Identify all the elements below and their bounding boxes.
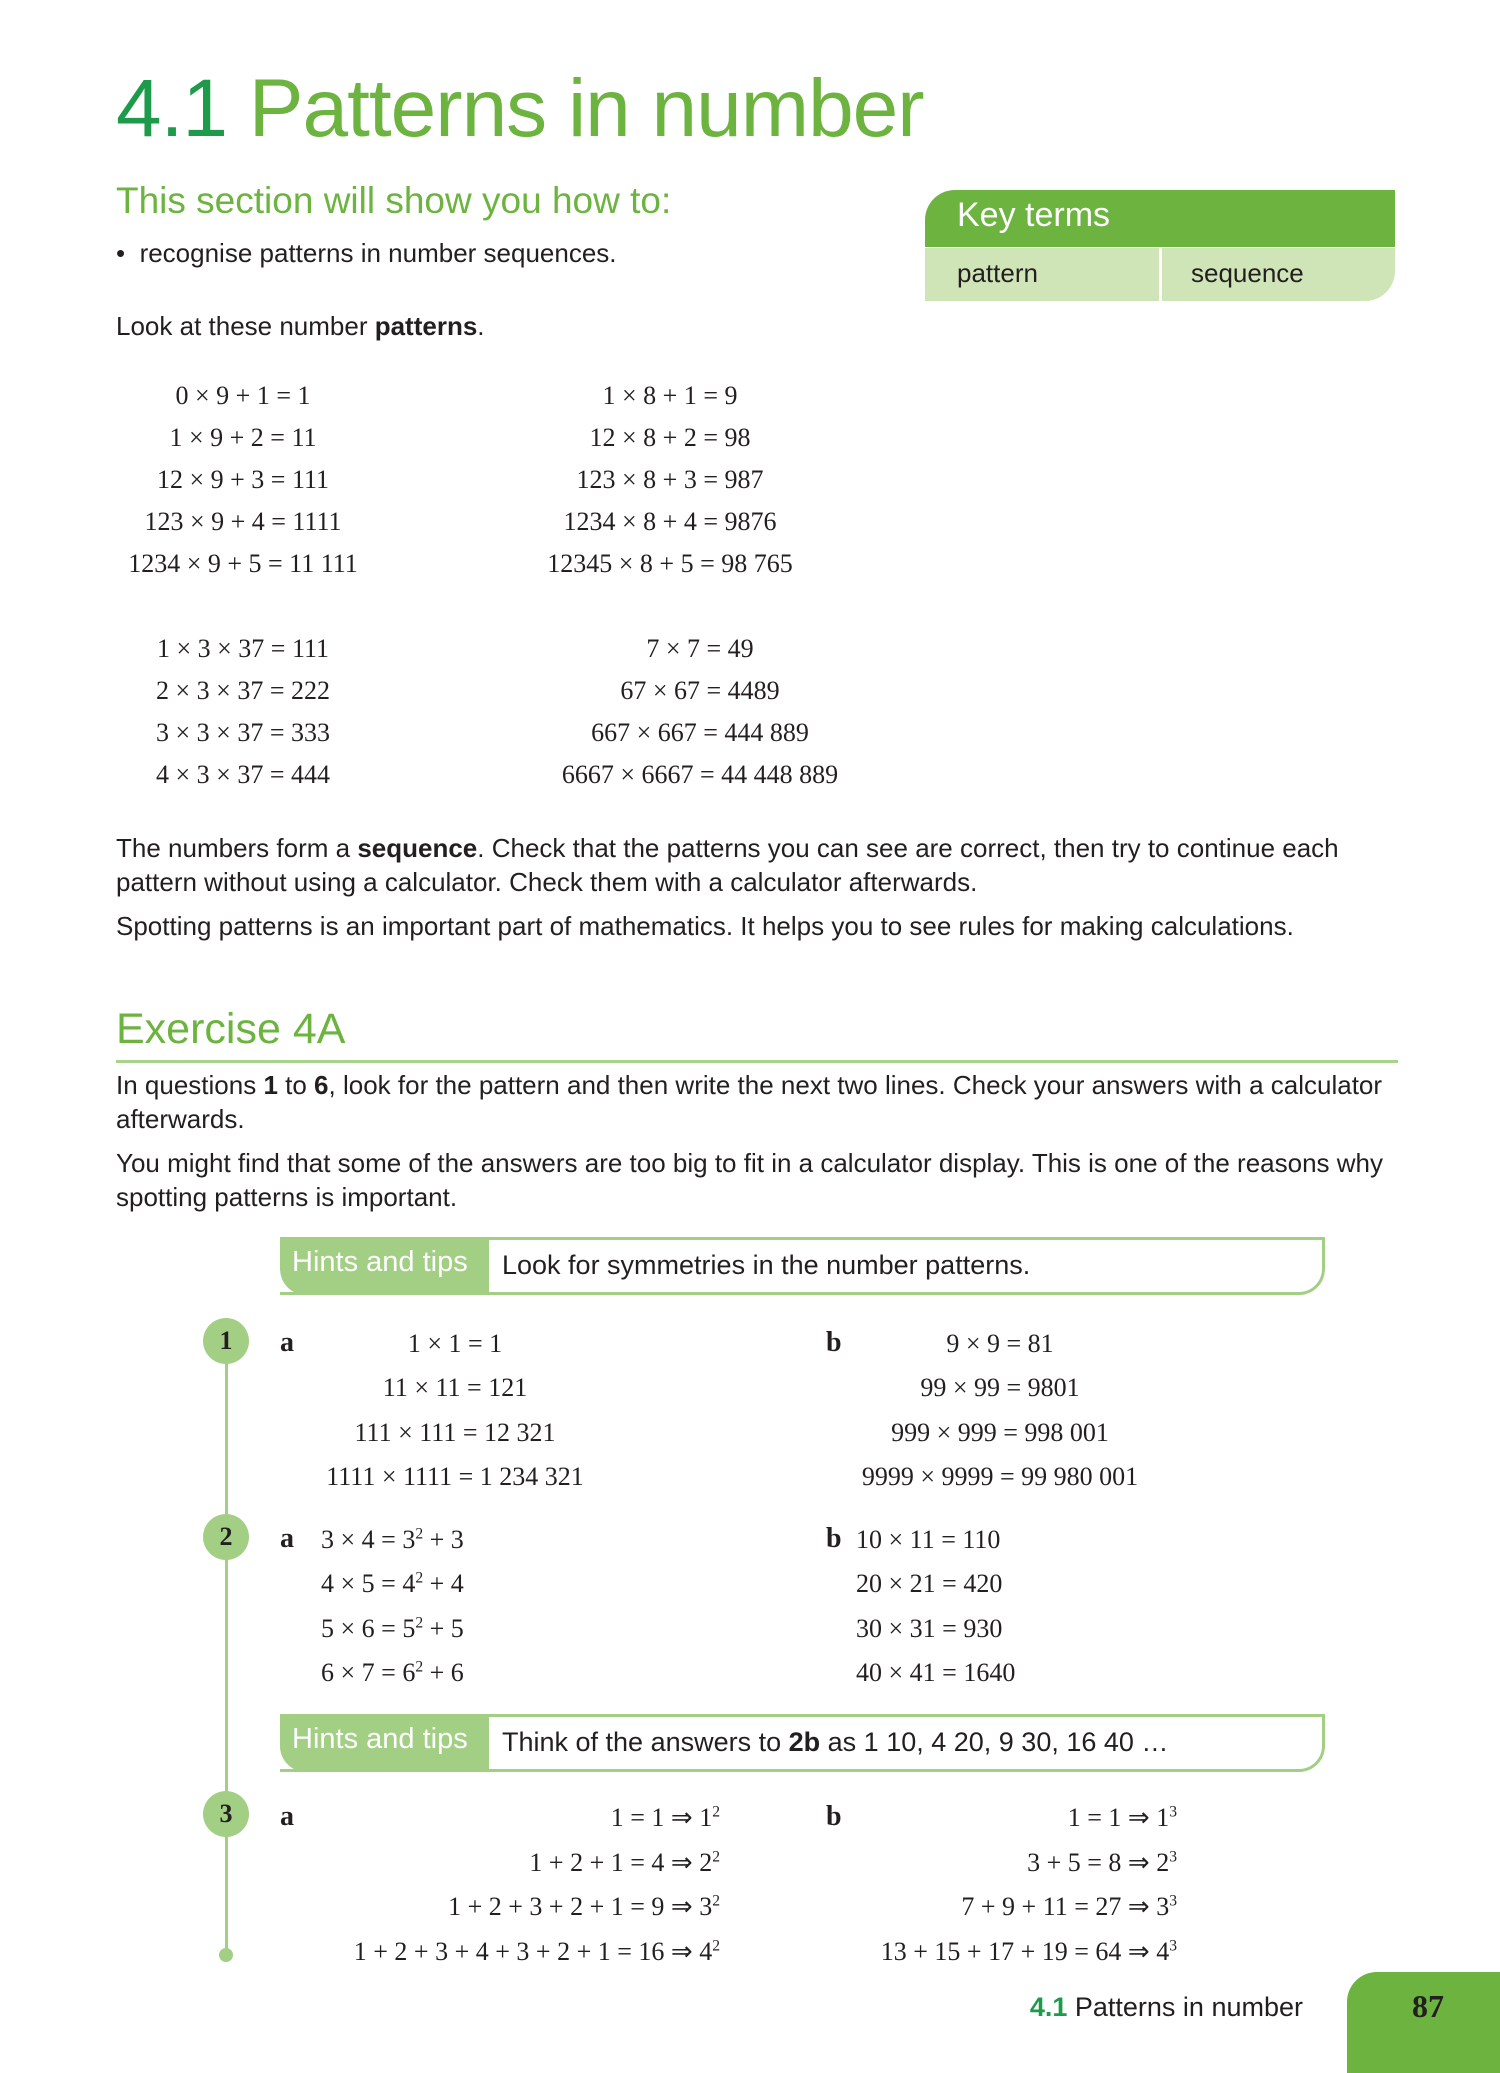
pattern-line: 3 × 3 × 37 = 333 — [156, 718, 330, 747]
key-terms-row — [925, 248, 1395, 301]
question-number: 2 — [203, 1514, 249, 1560]
text-span: Look at these number — [116, 311, 375, 341]
pattern-line — [321, 1525, 464, 1555]
part-label: b — [826, 1801, 842, 1832]
pattern-line — [881, 1937, 1177, 1967]
exercise-title: Exercise 4A — [116, 1005, 346, 1053]
pattern-line: 20 × 21 = 420 — [856, 1569, 1003, 1598]
pattern-line: 1 × 1 = 1 — [407, 1329, 503, 1358]
pattern-line: 2 × 3 × 37 = 222 — [156, 676, 330, 705]
part-label: a — [280, 1801, 294, 1832]
exponent: 2 — [712, 1803, 720, 1821]
pattern-line — [1027, 1848, 1177, 1878]
part-label: b — [826, 1523, 842, 1554]
exercise-instructions — [116, 1068, 1406, 1136]
pattern-line — [354, 1937, 720, 1967]
intro-text — [116, 311, 485, 342]
pattern-line: 99 × 99 = 9801 — [920, 1373, 1080, 1402]
exponent: 2 — [415, 1569, 424, 1587]
title-number: 4.1 — [116, 63, 227, 154]
key-terms-heading: Key terms — [925, 190, 1395, 247]
hints-box — [280, 1714, 1325, 1772]
body-paragraph — [116, 831, 1406, 899]
pattern-line — [961, 1892, 1177, 1922]
pattern-line: 1111 × 1111 = 1 234 321 — [326, 1462, 584, 1491]
hints-text — [502, 1727, 1168, 1758]
part-label: a — [280, 1327, 294, 1358]
exponent: 2 — [712, 1892, 720, 1910]
bold-term: 6 — [314, 1070, 329, 1100]
eq-text: 13 + 15 + 17 + 19 = 64 ⇒ 4 — [880, 1937, 1170, 1966]
pattern-line — [1068, 1803, 1177, 1833]
key-term: pattern — [957, 258, 1038, 288]
pattern-line: 11 × 11 = 121 — [382, 1373, 528, 1402]
pattern-line: 6667 × 6667 = 44 448 889 — [561, 760, 839, 789]
pattern-line: 67 × 67 = 4489 — [620, 676, 780, 705]
eq-text: + 5 — [423, 1614, 464, 1643]
pattern-line — [321, 1658, 464, 1688]
pattern-line: 7 × 7 = 49 — [646, 634, 754, 663]
pattern-line — [321, 1569, 464, 1599]
footer-section — [1030, 1992, 1303, 2023]
question-rail-end — [219, 1948, 233, 1962]
key-terms-divider — [1159, 248, 1162, 301]
pattern-line: 1 × 3 × 37 = 111 — [156, 634, 330, 663]
text-span: as 1 10, 4 20, 9 30, 16 40 … — [820, 1727, 1169, 1757]
text-span: The numbers form a — [116, 833, 358, 863]
pattern-line — [321, 1614, 464, 1644]
pattern-line: 667 × 667 = 444 889 — [591, 718, 809, 747]
text-span: to — [277, 1070, 315, 1100]
exponent: 3 — [1169, 1892, 1177, 1910]
exponent: 2 — [415, 1525, 424, 1543]
text-span: . — [477, 311, 485, 341]
pattern-line: 9 × 9 = 81 — [946, 1329, 1054, 1358]
pattern-line: 1 × 9 + 2 = 11 — [169, 423, 317, 452]
key-term: sequence — [1191, 258, 1304, 288]
section-heading: This section will show you how to: — [116, 180, 672, 221]
body-paragraph: Spotting patterns is an important part of mathematics. It helps you to see rules for making calculations. — [116, 911, 1294, 941]
pattern-line: 12 × 8 + 2 = 98 — [589, 423, 751, 452]
question-number: 1 — [203, 1318, 249, 1364]
eq-text: 7 + 9 + 11 = 27 ⇒ 3 — [961, 1892, 1170, 1921]
hints-box — [280, 1237, 1325, 1295]
text-span: . Check that the patterns you can see are correct, then try to continue each pattern without using a calculator. Check them with a calculator afterwards. — [116, 833, 1339, 897]
pattern-line — [529, 1848, 720, 1878]
eq-text: 4 × 5 = 4 — [321, 1569, 416, 1598]
pattern-line — [611, 1803, 720, 1833]
pattern-line: 12345 × 8 + 5 = 98 765 — [547, 549, 793, 578]
eq-text: 1 + 2 + 3 + 4 + 3 + 2 + 1 = 16 ⇒ 4 — [353, 1937, 713, 1966]
pattern-line: 40 × 41 = 1640 — [856, 1658, 1016, 1687]
part-label: b — [826, 1327, 842, 1358]
hints-text: Look for symmetries in the number patterns. — [502, 1250, 1031, 1280]
text-span: , look for the pattern and then write the next two lines. Check your answers with a calculator afterwards. — [116, 1070, 1383, 1134]
question-rail — [225, 1340, 228, 1955]
pattern-line: 123 × 9 + 4 = 1111 — [144, 507, 342, 536]
part-label: a — [280, 1523, 294, 1554]
eq-text: 6 × 7 = 6 — [321, 1658, 416, 1687]
eq-text: 3 + 5 = 8 ⇒ 2 — [1027, 1848, 1170, 1877]
exercise-instructions: You might find that some of the answers are too big to fit in a calculator display. This is one of the reasons why spotting patterns is important. — [116, 1148, 1383, 1212]
page-title — [116, 63, 924, 154]
exponent: 2 — [415, 1614, 424, 1632]
hints-label: Hints and tips — [280, 1714, 489, 1772]
footer-section-number: 4.1 — [1029, 1992, 1068, 2022]
pattern-line: 1234 × 9 + 5 = 11 111 — [128, 549, 358, 578]
exponent: 3 — [1169, 1848, 1177, 1866]
page-number: 87 — [1412, 1988, 1444, 2024]
eq-text: 5 × 6 = 5 — [321, 1614, 416, 1643]
exponent: 2 — [712, 1937, 720, 1955]
pattern-line: 999 × 999 = 998 001 — [891, 1418, 1109, 1447]
exponent: 3 — [1169, 1937, 1177, 1955]
eq-text: 1 + 2 + 3 + 2 + 1 = 9 ⇒ 3 — [448, 1892, 713, 1921]
bold-term: 2b — [788, 1727, 821, 1757]
pattern-line: 9999 × 9999 = 99 980 001 — [861, 1462, 1139, 1491]
text-span: In questions — [116, 1070, 264, 1100]
bold-term: 1 — [263, 1070, 278, 1100]
text-span: Think of the answers to — [502, 1727, 789, 1757]
eq-text: + 4 — [423, 1569, 464, 1598]
title-text: Patterns in number — [248, 63, 924, 154]
pattern-line — [448, 1892, 720, 1922]
exercise-rule — [116, 1060, 1398, 1063]
eq-text: + 3 — [423, 1525, 464, 1554]
bold-term: patterns — [374, 311, 478, 341]
pattern-line: 10 × 11 = 110 — [856, 1525, 1001, 1554]
eq-text: 3 × 4 = 3 — [321, 1525, 416, 1554]
pattern-line: 4 × 3 × 37 = 444 — [156, 760, 330, 789]
key-terms-box — [925, 190, 1395, 301]
objective-text: recognise patterns in number sequences. — [139, 238, 617, 268]
eq-text: 1 + 2 + 1 = 4 ⇒ 2 — [529, 1848, 713, 1877]
objective-bullet: • recognise patterns in number sequences. — [116, 238, 617, 268]
pattern-line: 1234 × 8 + 4 = 9876 — [563, 507, 777, 536]
pattern-line: 123 × 8 + 3 = 987 — [576, 465, 764, 494]
bold-term: sequence — [357, 833, 478, 863]
pattern-line: 12 × 9 + 3 = 111 — [156, 465, 330, 494]
exponent: 2 — [712, 1848, 720, 1866]
question-number: 3 — [203, 1791, 249, 1837]
pattern-line: 30 × 31 = 930 — [856, 1614, 1003, 1643]
pattern-line: 111 × 111 = 12 321 — [354, 1418, 556, 1447]
eq-text: 1 = 1 ⇒ 1 — [610, 1803, 713, 1832]
pattern-line: 0 × 9 + 1 = 1 — [175, 381, 311, 410]
footer-section-title: Patterns in number — [1067, 1992, 1303, 2022]
pattern-line: 1 × 8 + 1 = 9 — [602, 381, 738, 410]
exponent: 2 — [415, 1658, 424, 1676]
eq-text: + 6 — [423, 1658, 464, 1687]
hints-label: Hints and tips — [280, 1237, 489, 1295]
exponent: 3 — [1169, 1803, 1177, 1821]
eq-text: 1 = 1 ⇒ 1 — [1067, 1803, 1170, 1832]
